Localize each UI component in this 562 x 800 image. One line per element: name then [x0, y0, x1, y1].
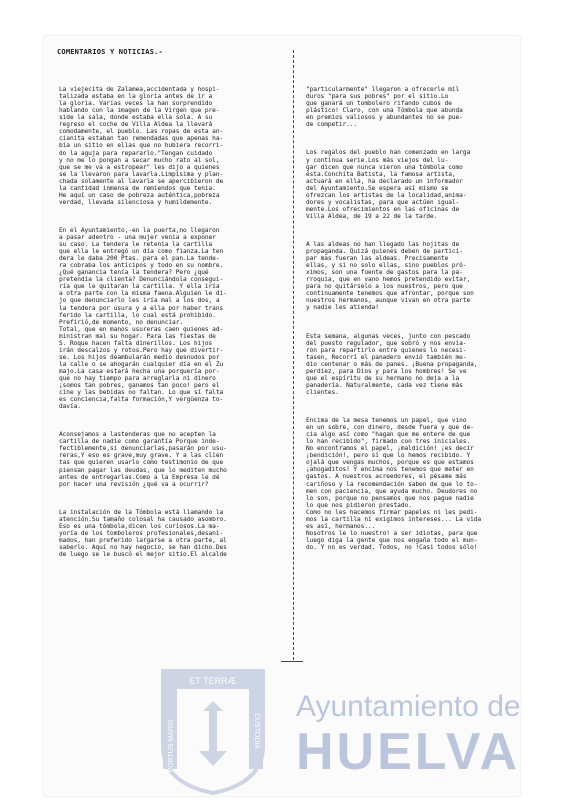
column-divider: [293, 50, 294, 660]
paragraph: Los regalos del pueblo han comenzado en larga y continua serie.Los más viejos del lu- gar dicen que nunca vieron una tómbola como ésta.Conchita Batista, la famosa artista, actuará en ella, ha declarado un informador del Ayuntamiento.Se espera así mismo se ofrezcan los artistas de la localidad,anima- dores y vocalistas, para que actúen igual- mente.Los ofrecimientos en las oficinas de Villa Aldea, de 19 a 22 de la tarde.: [306, 149, 471, 220]
paragraph: A las aldeas no han llegado las hojitas de propaganda. Quizá quienes deben de partici- par mas fueran las aldeas. Precisamente ellas, y si no solo ellas, sino pueblos pró- ximos, son una fuente de gastos para la pa- rroquia, que en vano hemos pretendido evitar, para no quitárselo a los nuestros, pero que continuamente tenemos que afrontar, porque son nuestros hermanos, aunque vivan en otra parte y nadie les atienda!: [306, 241, 474, 312]
watermark-line1: Ayuntamiento de: [296, 690, 521, 723]
paragraph: Esta semana, algunas veces, junto con pescado del puesto regulador, que sobró y nos envia- ron para repartirlo entre quienes lo necesi- tasen, Recorrí el panadero envió también me- dio centenar o más de panes. ¡Buena propaganda, perdiez, para Dios y para los hombres! Se ve que el espíritu de su hermano no deja a la panadería. Naturalmente, cada vez tiene más clientes.: [306, 332, 478, 396]
right-column: [306, 72, 521, 565]
crest-right-text: CUSTODIA: [253, 712, 260, 750]
paragraph: "particularmente" llegaron a ofrecerle mil duros "para sus pobres" por el sitio.Lo que ganará un tombolero rifando cubos de plástico! Claro, con una Tómbola que abunda en premios valiosos y abundantes no se pue- de competir...: [306, 86, 463, 129]
paragraph: Encima de la mesa tenemos un papel, que vino en un sobre, con dinero, desde fuera y que de- cia algo así como "hagan que me entere de que lo han recibido", firmado con tres iniciales. No encontramos el papel, ¡maldición! ¡es decir ¡bendición!, pero sí que lo hemos recibido. Y ojalá que vengas muchos, porque es que estamos ¡ahogaditos! Y encima nos tenemos que meter en gastos. A nuestros acreedores, el pésame más cariñoso y la recomendación saben de que lo to- men con paciencia, que ayuda mucho. Deudores no lo son, porque no pensamos que nos pague nadie lo que nos pidieron prestado. Como no les hacemos firmar papeles ni les pedi- mos la cartilla ni exigimos intereses... La vida es así, hermanos... Nosotros le lo nuestro! a ser idiotas, para que luego diga la gente que nos engaña todo el mun- do. Y no es verdad. Todos, no !Casi todos sólo!: [306, 417, 482, 551]
paragraph: La instalación de la Tómbola está llamando la atención.Su tamaño colosal ha causado asombro. Eso es una tómbola,dicen los curiosos.La ma- yoría de los tomboleros profesionales,desani- mados, han preferido largarse a otra parte, al saberlo. Aquí no hay negocio, se han dicho.Des de luego se le buscó el mejor sitio.El alcalde: [59, 508, 227, 559]
crest-left-text: PORTUS MARIS: [168, 719, 175, 773]
paragraph: Aconsejamos a lastenderas que no acepten la cartilla de nadie como garantía Porque inde- fectiblemente,si denunciarlas,pasarán por usu- reras,Y eso es grave,muy grave. Y a las clien tas que quieren usarlo como testimonio de que piensan pagar las deudas, que lo mediten mucho antes de entregarlas.Como a la Empresa le dé por hacer una revisión ¿qué va a ocurrir?: [59, 431, 227, 488]
crest-top-text: ET TERRÆ: [189, 676, 237, 686]
section-heading: COMENTARIOS Y NOTICIAS.-: [57, 48, 163, 56]
watermark-line2: HUELVA: [296, 723, 521, 781]
left-column: [59, 72, 274, 572]
paragraph: En el Ayuntamiento,-en la puerta,no llegaron a pasar adentro - una mujer venia a exponer su caso. La tendera le retenia la cartilla que ella le entregó un día como fianza.La ten dera le daba 200 Ptas. para el pan.La tende- ra cobraba los anticipos y todo en su nombre. ¿Qué ganancia tenía la tendera? Pero ¿qué pretendía la clienta? Denunciándola consegui- ría que le quitaran la cartilla. Y ella iría a otra parte con la misma faena.Alguien le di- jo que denunciarlo les iría mal a los dos, a la tendera por usura y a ella por haber trans ferido la cartilla, lo cual está prohibido. Prefirió,de momento, no denunciar. Total, que en manos usureras caen quienes ad- ministran mal su hogar. Para las fiestas de S. Roque hacen falta dinerillos. Los hijos irán descalzos y rotos.Pero hay que divertir- se. Los hijos deambularán medio desnudos por la calle o se ahogarán cualquier día en el Zu majo.La casa estará hecha una porquería por- que no hay tiempo para arreglarla ni dinero ¡somos tan pobres, ganamos tan poco! pero el cine y las bebidas no faltan. Lo que sí falta es conciencia,falta formación,Y vergüenza to- davía.: [59, 226, 227, 411]
paragraph: La viejecita de Zalamea,accidentada y hospi- talizada estaba en la gloria antes de ir a la gloria. Varias veces la han sorprendido hablando con la imagen de la Virgen que pre- side la sala, donde estaba ella sola. A su regreso el coche de Villa Aldea la llevará comodamente, el pueblo. Las ropas de esta an- cianita estaban tan remendadas que apenas ha- bia un sitio en ellas que no hubiera recorri- do la aguja para repararlo."Tengan cuidado y no me lo pongan a secar mucho rato al sol, que se me va a estropear" les dijo a quienes se la llevaron para lavarla.Limpisima y plan- chada solamente al lavarla se apercibieron de la cantidad inmensa de remiendos que tenia. He aquí un caso de pobreza auténtica,pobreza verdad, llevada silenciosa y humildemente.: [59, 86, 224, 206]
